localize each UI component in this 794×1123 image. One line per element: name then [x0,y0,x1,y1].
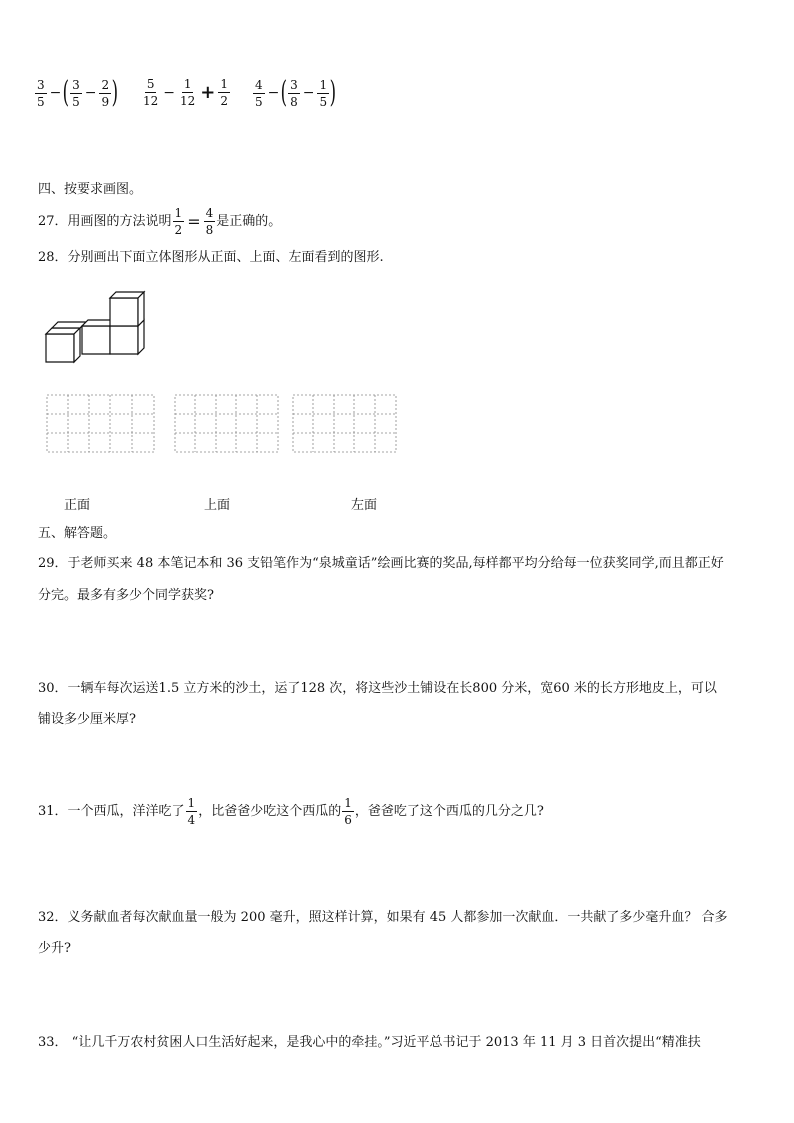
operator: − [84,85,97,101]
fraction: $\frac{5}{12}$ [143,77,159,108]
fraction: $\frac{1}{2}$ [220,77,229,108]
operator: − [302,85,315,101]
cube-face [138,292,144,326]
question-32-line2: 少升? [38,941,71,956]
right-paren-icon: ) [111,75,119,110]
q27-suffix: 是正确的。 [216,214,282,229]
left-paren-icon: ( [281,75,288,110]
grid-front[interactable] [46,394,156,454]
cube-face [52,322,86,328]
question-30-line2: 铺设多少厘米厚? [38,712,136,727]
cube-figure [40,286,152,366]
grid-label-top: 上面 [204,498,231,513]
section-heading: 五、解答题。 [38,526,117,541]
cube-face [110,298,138,326]
expression-1 [34,75,119,110]
fraction: $\frac{3}{5}$ [37,77,45,109]
equals-sign: = [187,211,201,231]
q31-prefix: 31．一个西瓜，洋洋吃了 [38,804,185,819]
question-29-line1: 29．于老师买来 48 本笔记本和 36 支铅笔作为“泉城童话”绘画比赛的奖品,每样都平均分给每一位获奖同学,而且都正好 [38,556,724,571]
question-29-line2: 分完。最多有多少个同学获奖? [38,588,214,603]
cube-face [110,326,138,354]
question-28: 28．分别画出下面立体图形从正面、上面、左面看到的图形. [38,250,384,265]
q31-middle: ，比爸爸少吃这个西瓜的 [198,804,342,819]
operator: + [200,82,216,103]
fraction: $\frac{1}{5}$ [319,77,328,109]
grid-left[interactable] [292,394,398,454]
expression-3 [252,75,337,110]
cube-face [46,334,74,362]
question-30-line1: 30．一辆车每次运送1.5 立方米的沙土，运了128 次，将这些沙土铺设在长800 分米，宽60 米的长方形地皮上，可以 [38,681,717,696]
question-27 [38,207,281,236]
fraction: $\frac{4}{8}$ [205,206,214,237]
q27-prefix: 27．用画图的方法说明 [38,214,172,229]
fraction: $\frac{1}{12}$ [180,77,196,108]
left-paren-icon: ( [63,75,70,110]
operator: − [163,84,176,101]
fraction: $\frac{1}{6}$ [344,796,352,827]
cube-face [74,328,80,362]
expression-2 [140,78,231,107]
section-heading: 四、按要求画图。 [38,182,143,197]
cube-face [82,326,110,354]
fraction: $\frac{4}{5}$ [255,77,263,109]
question-32-line1: 32．义务献血者每次献血量一般为 200 毫升，照这样计算，如果有 45 人都参加一次献血．一共献了多少毫升血？ 合多 [38,910,728,925]
grid-label-front: 正面 [64,498,91,513]
operator: − [49,85,62,101]
fraction: $\frac{1}{2}$ [174,206,183,237]
grid-label-left: 左面 [351,498,378,513]
fraction: $\frac{3}{5}$ [72,77,80,109]
fraction: $\frac{1}{4}$ [187,796,196,827]
question-31 [38,797,544,826]
right-paren-icon: ) [329,75,337,110]
grid-top[interactable] [174,394,280,454]
question-33-line1: 33． “让几千万农村贫困人口生活好起来，是我心中的牵挂。”习近平总书记于 2013 年 11 月 3 日首次提出“精准扶 [38,1035,701,1050]
fraction: $\frac{2}{9}$ [101,77,110,109]
fraction: $\frac{3}{8}$ [290,77,298,109]
q31-suffix: ，爸爸吃了这个西瓜的几分之几? [354,804,544,819]
operator: − [267,85,280,101]
